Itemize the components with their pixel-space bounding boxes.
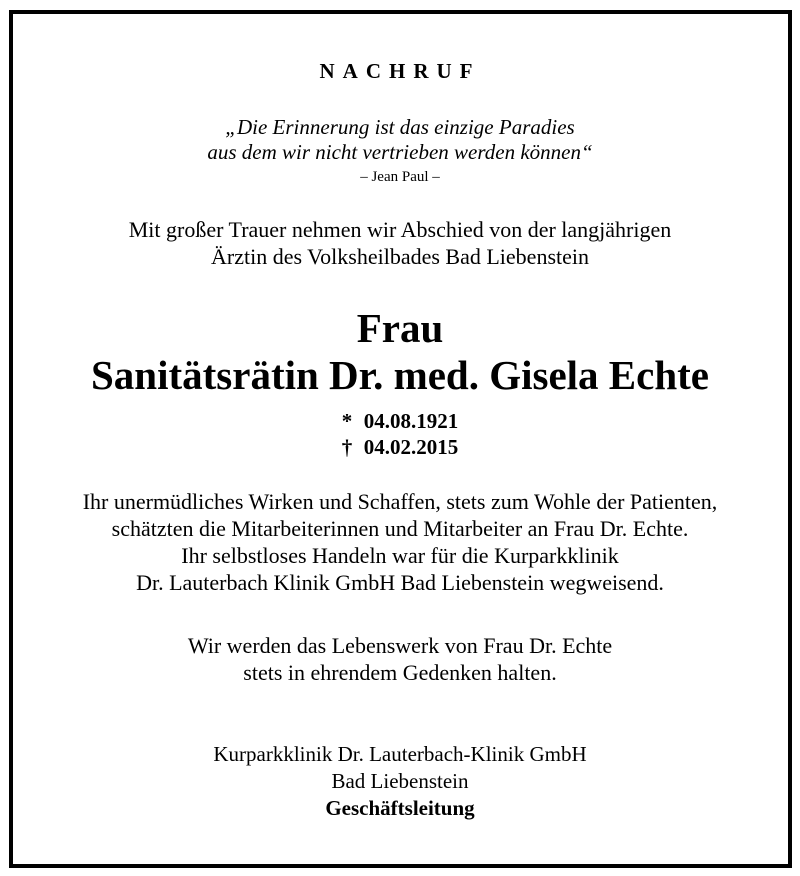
quote-line: „Die Erinnerung ist das einzige Paradies bbox=[225, 115, 575, 139]
intro-line: Mit großer Trauer nehmen wir Abschied von der langjährigen bbox=[128, 217, 672, 242]
notice-heading: NACHRUF bbox=[319, 59, 481, 83]
signature-company: Kurparkklinik Dr. Lauterbach-Klinik GmbH bbox=[213, 742, 587, 766]
life-dates bbox=[0, 408, 800, 460]
signature-block bbox=[0, 741, 800, 822]
tribute-line: Ihr unermüdliches Wirken und Schaffen, stets zum Wohle der Patienten, bbox=[82, 489, 718, 514]
signature-location: Bad Liebenstein bbox=[331, 769, 469, 793]
intro-line: Ärztin des Volksheilbades Bad Liebenstein bbox=[210, 244, 589, 269]
quote-author: – Jean Paul – bbox=[360, 169, 440, 185]
name-salutation: Frau bbox=[356, 305, 444, 351]
quote-line: aus dem wir nicht vertrieben werden können“ bbox=[207, 140, 593, 164]
name-full: Sanitätsrätin Dr. med. Gisela Echte bbox=[90, 352, 710, 398]
birth-star-icon: * bbox=[341, 409, 353, 433]
closing-line: stets in ehrendem Gedenken halten. bbox=[243, 660, 557, 685]
intro-text bbox=[0, 216, 800, 270]
tribute-line: Ihr selbstloses Handeln war für die Kurparkklinik bbox=[181, 543, 619, 568]
closing-line: Wir werden das Lebenswerk von Frau Dr. Echte bbox=[187, 633, 613, 658]
tribute-line: schätzten die Mitarbeiterinnen und Mitarbeiter an Frau Dr. Echte. bbox=[111, 516, 689, 541]
closing-text bbox=[0, 632, 800, 686]
death-date: 04.02.2015 bbox=[363, 435, 459, 459]
quote-block bbox=[0, 115, 800, 165]
birth-date-line bbox=[0, 408, 800, 434]
tribute-line: Dr. Lauterbach Klinik GmbH Bad Liebenstein wegweisend. bbox=[136, 570, 664, 595]
death-cross-icon: † bbox=[341, 435, 353, 459]
tribute-text bbox=[0, 488, 800, 596]
death-date-line bbox=[0, 434, 800, 460]
signature-department: Geschäftsleitung bbox=[325, 796, 475, 820]
deceased-name bbox=[0, 305, 800, 399]
birth-date: 04.08.1921 bbox=[363, 409, 459, 433]
